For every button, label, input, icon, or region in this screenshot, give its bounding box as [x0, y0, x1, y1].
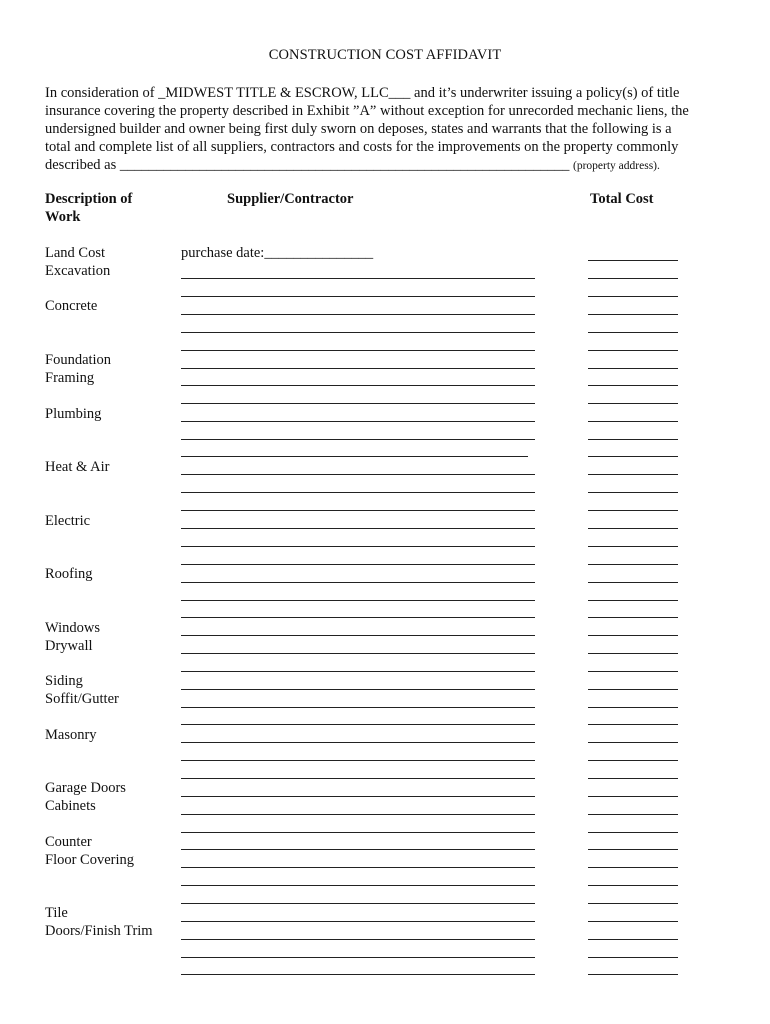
work-item-garage-doors: Garage Doors	[45, 780, 126, 796]
total-cost-blank-line[interactable]	[588, 689, 678, 690]
description-header-line2: Work	[45, 209, 81, 225]
total-cost-blank-line[interactable]	[588, 296, 678, 297]
supplier-blank-line[interactable]	[181, 974, 535, 975]
total-cost-header: Total Cost	[590, 191, 654, 207]
supplier-blank-line[interactable]	[181, 278, 535, 279]
supplier-blank-line[interactable]	[181, 849, 535, 850]
supplier-blank-line[interactable]	[181, 903, 535, 904]
work-item-windows: Windows	[45, 620, 100, 636]
work-item-electric: Electric	[45, 513, 91, 529]
supplier-blank-line[interactable]	[181, 778, 535, 779]
total-cost-blank-line[interactable]	[588, 350, 678, 351]
supplier-blank-line[interactable]	[181, 832, 535, 833]
intro-line: total and complete list of all suppliers, contractors and costs for the improvements on the property commonly	[45, 139, 679, 155]
total-cost-blank-line[interactable]	[588, 707, 678, 708]
supplier-blank-line[interactable]	[181, 582, 535, 583]
supplier-blank-line[interactable]	[181, 474, 535, 475]
intro-line	[45, 156, 735, 175]
total-cost-blank-line[interactable]	[588, 921, 678, 922]
total-cost-blank-line[interactable]	[588, 832, 678, 833]
supplier-header: Supplier/Contractor	[227, 191, 354, 207]
work-item-excavation: Excavation	[45, 263, 111, 279]
work-item-concrete: Concrete	[45, 298, 98, 314]
total-cost-blank-line[interactable]	[588, 849, 678, 850]
total-cost-blank-line[interactable]	[588, 617, 678, 618]
supplier-blank-line[interactable]	[181, 653, 535, 654]
total-cost-blank-line[interactable]	[588, 867, 678, 868]
work-item-doors-finish-trim: Doors/Finish Trim	[45, 923, 153, 939]
supplier-blank-line[interactable]	[181, 439, 535, 440]
work-item-cabinets: Cabinets	[45, 798, 96, 814]
work-item-foundation: Foundation	[45, 352, 112, 368]
supplier-blank-line[interactable]	[181, 350, 535, 351]
supplier-blank-line[interactable]	[181, 385, 535, 386]
supplier-blank-line[interactable]	[181, 796, 535, 797]
supplier-blank-line[interactable]	[181, 707, 535, 708]
total-cost-blank-line[interactable]	[588, 439, 678, 440]
total-cost-blank-line[interactable]	[588, 528, 678, 529]
intro-paragraph	[45, 84, 735, 175]
total-cost-blank-line[interactable]	[588, 385, 678, 386]
total-cost-blank-line[interactable]	[588, 814, 678, 815]
total-cost-blank-line[interactable]	[588, 474, 678, 475]
total-cost-blank-line[interactable]	[588, 957, 678, 958]
total-cost-blank-line[interactable]	[588, 974, 678, 975]
supplier-blank-line[interactable]	[181, 456, 528, 457]
total-cost-blank-line[interactable]	[588, 492, 678, 493]
total-cost-blank-line[interactable]	[588, 724, 678, 725]
supplier-blank-line[interactable]	[181, 939, 535, 940]
described-as-text: described as ______________________________________________________________	[45, 157, 570, 173]
supplier-blank-line[interactable]	[181, 742, 535, 743]
supplier-blank-line[interactable]	[181, 689, 535, 690]
work-item-plumbing: Plumbing	[45, 406, 102, 422]
work-item-roofing: Roofing	[45, 566, 93, 582]
work-item-counter: Counter	[45, 834, 92, 850]
total-cost-blank-line[interactable]	[588, 742, 678, 743]
work-item-floor-covering: Floor Covering	[45, 852, 135, 868]
page-title: CONSTRUCTION COST AFFIDAVIT	[268, 47, 502, 63]
supplier-blank-line[interactable]	[181, 885, 535, 886]
total-cost-blank-line[interactable]	[588, 421, 678, 422]
supplier-blank-line[interactable]	[181, 332, 535, 333]
description-header	[45, 190, 132, 226]
total-cost-blank-line[interactable]	[588, 582, 678, 583]
supplier-blank-line[interactable]	[181, 368, 535, 369]
supplier-blank-line[interactable]	[181, 921, 535, 922]
intro-line: In consideration of _MIDWEST TITLE & ESCROW, LLC___ and it’s underwriter issuing a policy(s) of title	[45, 85, 680, 101]
supplier-blank-line[interactable]	[181, 600, 535, 601]
total-cost-blank-line[interactable]	[588, 260, 678, 261]
total-cost-blank-line[interactable]	[588, 760, 678, 761]
total-cost-blank-line[interactable]	[588, 546, 678, 547]
total-cost-blank-line[interactable]	[588, 903, 678, 904]
supplier-blank-line[interactable]	[181, 867, 535, 868]
total-cost-blank-line[interactable]	[588, 653, 678, 654]
total-cost-blank-line[interactable]	[588, 456, 678, 457]
work-item-drywall: Drywall	[45, 638, 93, 654]
intro-line: insurance covering the property described in Exhibit ”A” without exception for unrecorded mechanic liens, the	[45, 103, 689, 119]
supplier-blank-line[interactable]	[181, 421, 535, 422]
total-cost-blank-line[interactable]	[588, 332, 678, 333]
supplier-blank-line[interactable]	[181, 617, 535, 618]
total-cost-blank-line[interactable]	[588, 778, 678, 779]
supplier-blank-line[interactable]	[181, 492, 535, 493]
work-item-land-cost: Land Cost	[45, 245, 106, 261]
work-item-framing: Framing	[45, 370, 95, 386]
supplier-blank-line[interactable]	[181, 403, 535, 404]
supplier-blank-line[interactable]	[181, 724, 535, 725]
total-cost-blank-line[interactable]	[588, 885, 678, 886]
total-cost-blank-line[interactable]	[588, 510, 678, 511]
supplier-blank-line[interactable]	[181, 635, 535, 636]
purchase-date-field[interactable]: purchase date:_______________	[181, 245, 374, 261]
supplier-blank-line[interactable]	[181, 957, 535, 958]
supplier-blank-line[interactable]	[181, 296, 535, 297]
total-cost-blank-line[interactable]	[588, 635, 678, 636]
work-item-soffit-gutter: Soffit/Gutter	[45, 691, 119, 707]
total-cost-blank-line[interactable]	[588, 939, 678, 940]
total-cost-blank-line[interactable]	[588, 368, 678, 369]
total-cost-blank-line[interactable]	[588, 600, 678, 601]
description-header-line1: Description of	[45, 191, 133, 207]
supplier-blank-line[interactable]	[181, 671, 535, 672]
supplier-blank-line[interactable]	[181, 528, 535, 529]
property-address-label: (property address).	[573, 160, 660, 172]
supplier-blank-line[interactable]	[181, 314, 535, 315]
work-item-masonry: Masonry	[45, 727, 97, 743]
total-cost-blank-line[interactable]	[588, 278, 678, 279]
total-cost-blank-line[interactable]	[588, 403, 678, 404]
work-item-heat-air: Heat & Air	[45, 459, 110, 475]
supplier-blank-line[interactable]	[181, 546, 535, 547]
total-cost-blank-line[interactable]	[588, 671, 678, 672]
total-cost-blank-line[interactable]	[588, 564, 678, 565]
intro-line: undersigned builder and owner being first duly sworn on deposes, states and warrants that the following is a	[45, 121, 672, 137]
total-cost-blank-line[interactable]	[588, 314, 678, 315]
supplier-blank-line[interactable]	[181, 814, 535, 815]
work-item-tile: Tile	[45, 905, 68, 921]
supplier-blank-line[interactable]	[181, 760, 535, 761]
work-item-siding: Siding	[45, 673, 83, 689]
supplier-blank-line[interactable]	[181, 510, 535, 511]
supplier-blank-line[interactable]	[181, 564, 535, 565]
total-cost-blank-line[interactable]	[588, 796, 678, 797]
